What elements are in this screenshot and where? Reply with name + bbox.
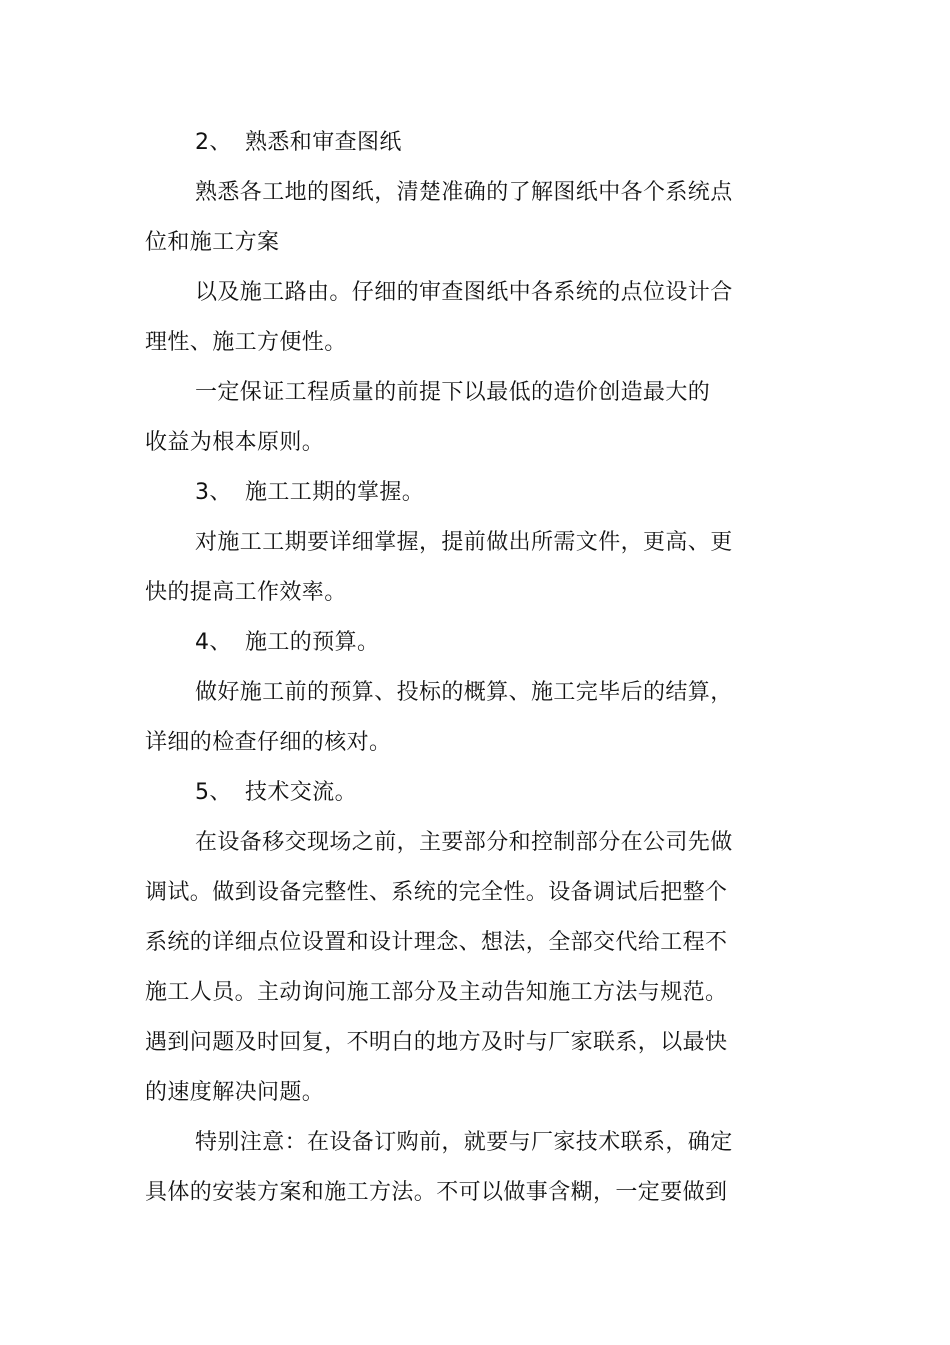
section-heading <box>195 128 402 158</box>
section-number: 2、 <box>195 130 232 155</box>
section-number: 5、 <box>195 780 232 805</box>
paragraph-line: 在设备移交现场之前，主要部分和控制部分在公司先做 <box>195 830 733 855</box>
paragraph-line: 的速度解决问题。 <box>145 1080 325 1105</box>
paragraph-line: 熟悉各工地的图纸，清楚准确的了解图纸中各个系统点 <box>195 180 733 205</box>
paragraph-line: 理性、施工方便性。 <box>145 330 347 355</box>
paragraph-line: 一定保证工程质量的前提下以最低的造价创造最大的 <box>195 380 711 405</box>
section-heading <box>195 778 357 808</box>
paragraph-line: 位和施工方案 <box>145 230 280 255</box>
section-title: 技术交流。 <box>245 780 358 805</box>
paragraph-line: 系统的详细点位设置和设计理念、想法，全部交代给工程不 <box>145 930 728 955</box>
section-title: 施工的预算。 <box>245 630 380 655</box>
section-number: 4、 <box>195 630 232 655</box>
paragraph-line: 特别注意：在设备订购前，就要与厂家技术联系，确定 <box>195 1130 733 1155</box>
section-heading <box>195 628 379 658</box>
paragraph-line: 做好施工前的预算、投标的概算、施工完毕后的结算， <box>195 680 733 705</box>
section-title: 施工工期的掌握。 <box>245 480 425 505</box>
paragraph-line: 对施工工期要详细掌握，提前做出所需文件，更高、更 <box>195 530 733 555</box>
paragraph-line: 具体的安装方案和施工方法。不可以做事含糊，一定要做到 <box>145 1180 728 1205</box>
paragraph-line: 以及施工路由。仔细的审查图纸中各系统的点位设计合 <box>195 280 733 305</box>
section-number: 3、 <box>195 480 232 505</box>
paragraph-line: 快的提高工作效率。 <box>145 580 347 605</box>
paragraph-line: 施工人员。主动询问施工部分及主动告知施工方法与规范。 <box>145 980 728 1005</box>
paragraph-line: 遇到问题及时回复，不明白的地方及时与厂家联系，以最快 <box>145 1030 728 1055</box>
paragraph-line: 收益为根本原则。 <box>145 430 325 455</box>
section-heading <box>195 478 424 508</box>
paragraph-line: 调试。做到设备完整性、系统的完全性。设备调试后把整个 <box>145 880 728 905</box>
paragraph-line: 详细的检查仔细的核对。 <box>145 730 392 755</box>
section-title: 熟悉和审查图纸 <box>245 130 402 155</box>
